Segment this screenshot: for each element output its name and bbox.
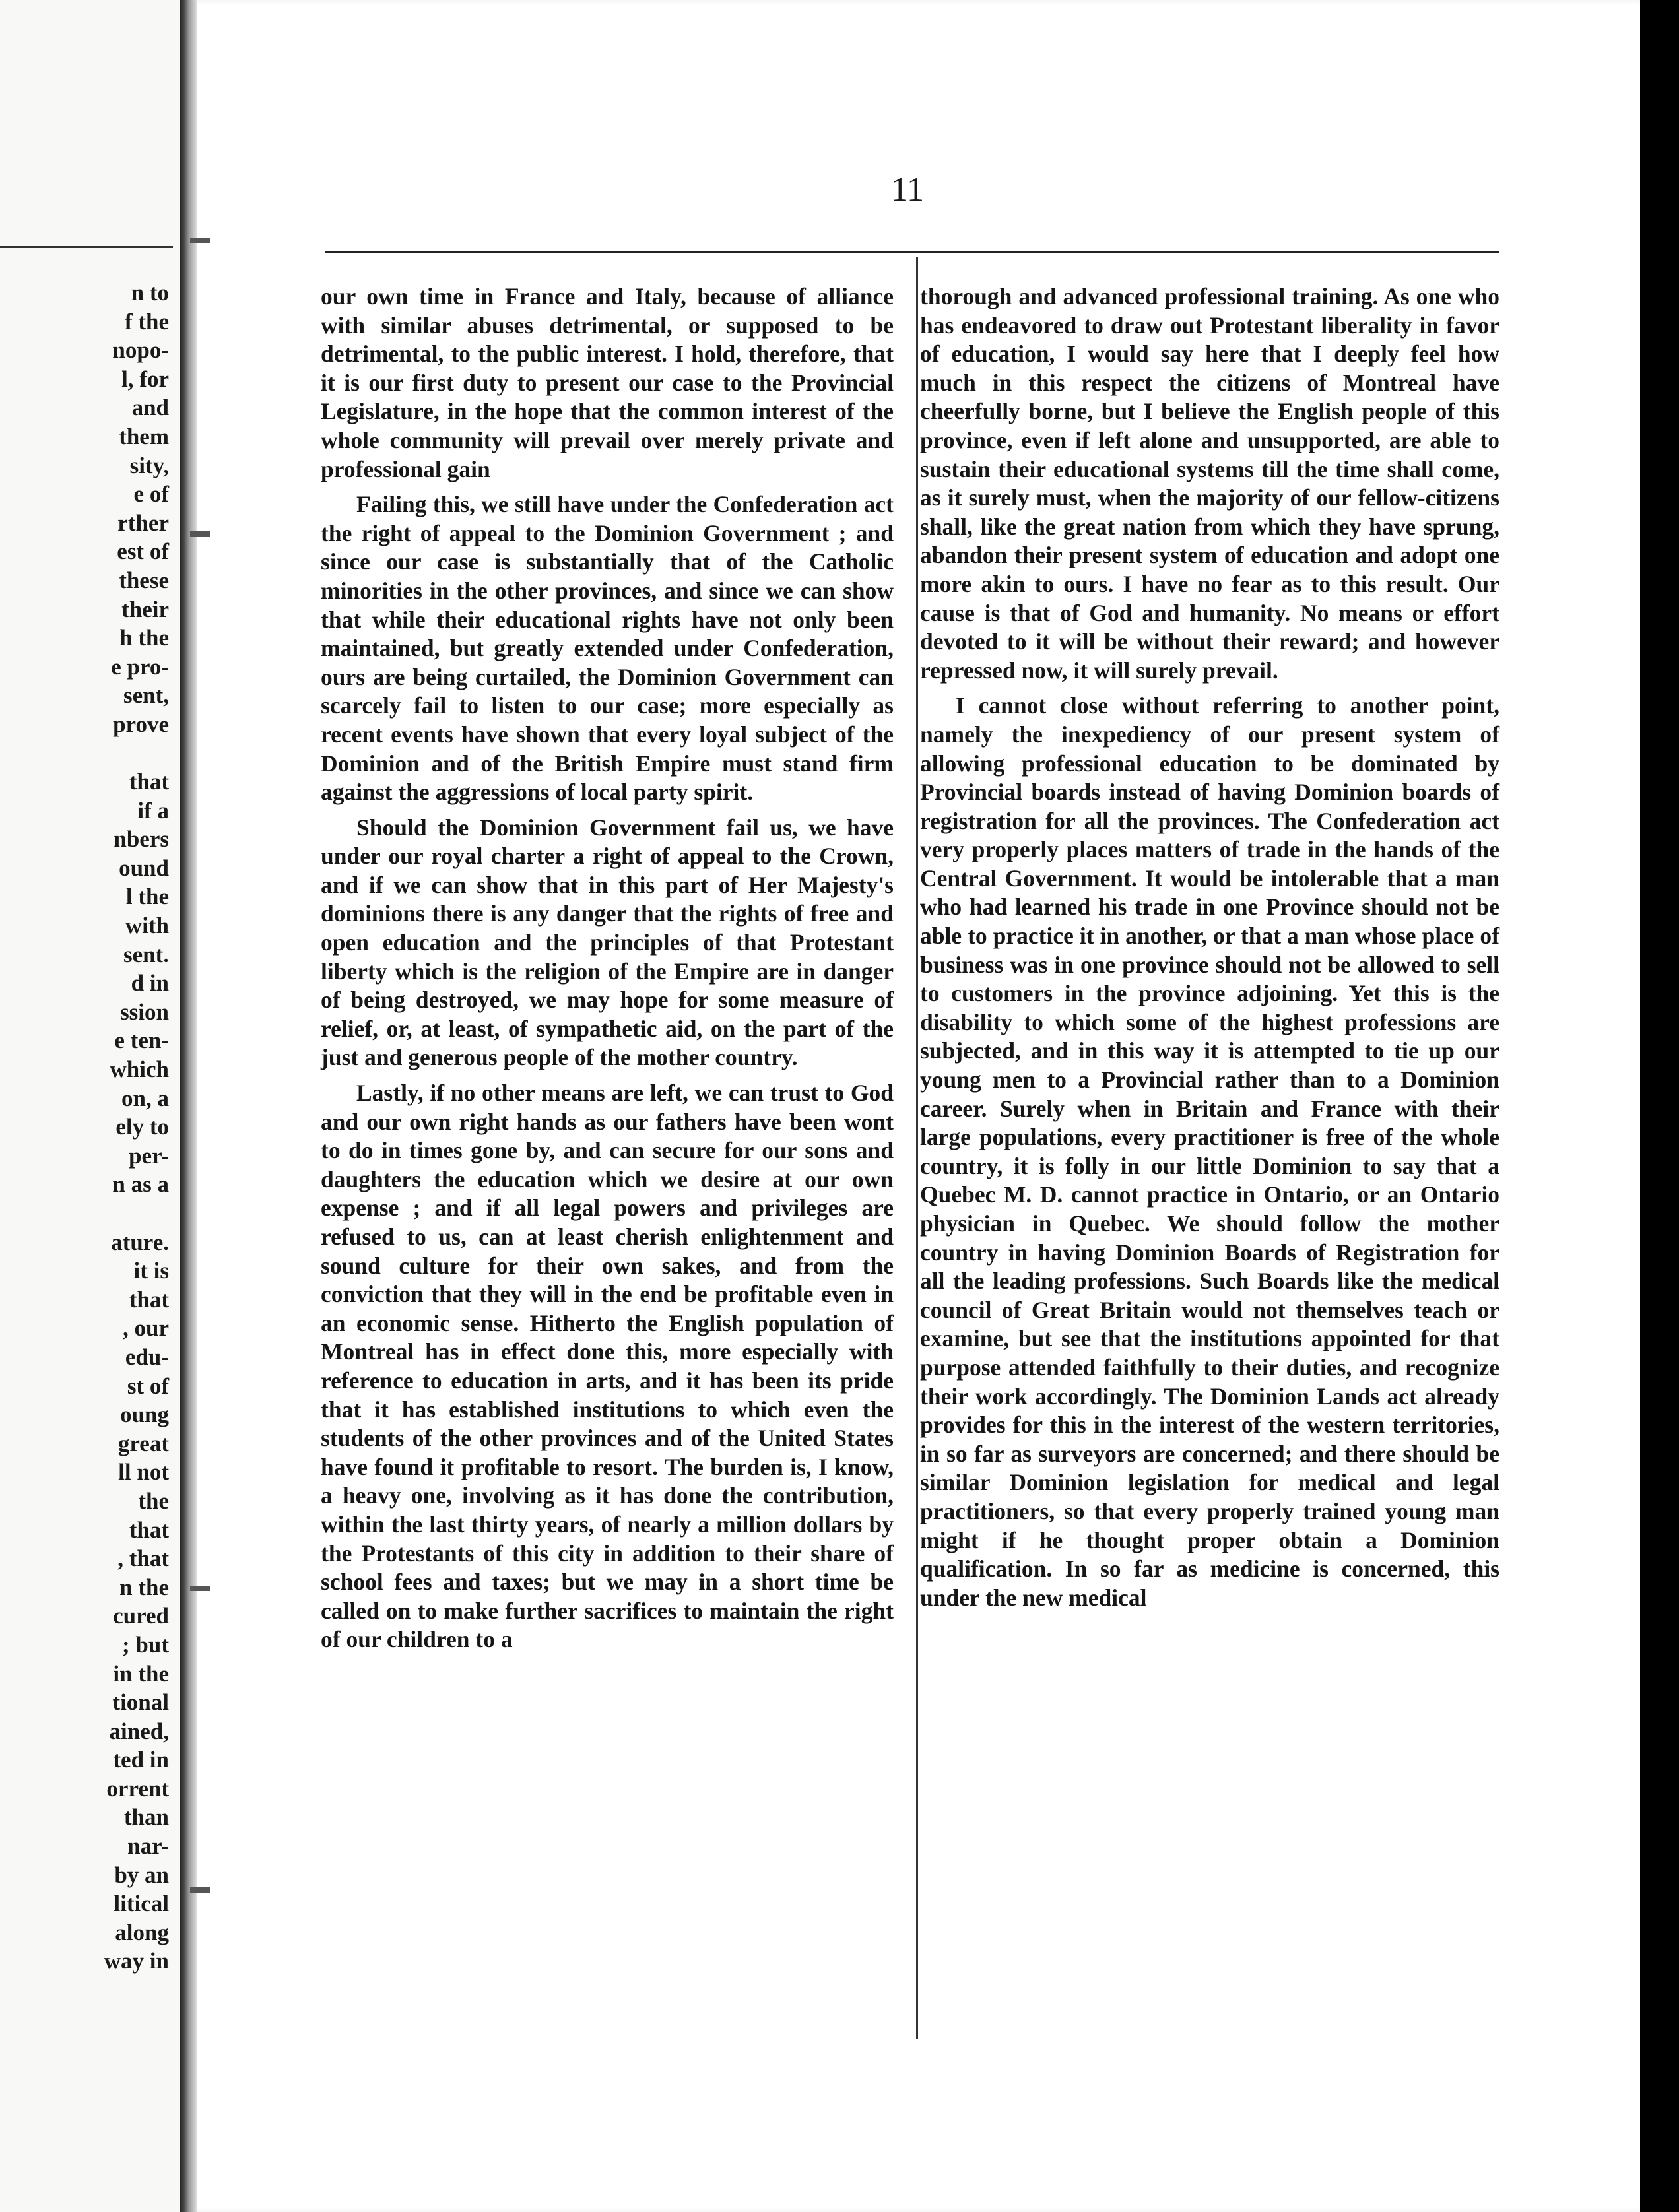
facing-page-line: with bbox=[125, 913, 169, 939]
facing-page-line: great bbox=[117, 1430, 169, 1456]
facing-page-line: n as a bbox=[112, 1171, 169, 1198]
facing-page-line: way in bbox=[104, 1948, 169, 1974]
facing-page-edge bbox=[0, 0, 180, 2212]
facing-page-line: along bbox=[115, 1919, 169, 1945]
facing-page-line: , that bbox=[117, 1545, 169, 1572]
header-rule bbox=[325, 251, 1499, 253]
facing-page-line: them bbox=[119, 423, 169, 449]
facing-page-line: e of bbox=[133, 481, 169, 507]
facing-page-line: e ten- bbox=[114, 1027, 169, 1054]
facing-page-line: by an bbox=[114, 1862, 169, 1888]
facing-page-line: sent. bbox=[123, 941, 169, 967]
facing-page-line: ature. bbox=[111, 1229, 169, 1255]
facing-page-line: ained, bbox=[109, 1718, 169, 1744]
facing-page-line: n the bbox=[119, 1574, 169, 1600]
facing-page-line: that bbox=[129, 1516, 169, 1543]
binding-mark bbox=[190, 238, 210, 243]
facing-page-line: h the bbox=[119, 625, 169, 651]
facing-page-line: litical bbox=[114, 1891, 169, 1917]
facing-page-line: nopo- bbox=[112, 337, 169, 364]
column-divider bbox=[916, 257, 918, 2039]
paragraph: Should the Dominion Government fail us, we have under our royal charter a right of appeal to the Crown, and if we can show that in this part of Her Majesty's dominions there is any danger that the rights of free and open education and the principles of that Protestant liberty which is the religion of the Empire are in danger of being destroyed, we may hope for some measure of relief, or, at least, of sympathetic aid, on the part of the just and generous people of the mother country. bbox=[321, 814, 894, 1071]
facing-page-line: it is bbox=[133, 1258, 169, 1284]
paragraph: Failing this, we still have under the Confederation act the right of appeal to the Dominion Government ; and since our case is substantially that of the Catholic minorities in the other provinces, and since we can show that while their educational rights have not only been maintained, but greatly extended under Confederation, ours are being curtailed, the Dominion Government can scarcely fail to listen to our case; more especially as recent events have shown that every loyal subject of the Dominion and of the British Empire must stand firm against the aggressions of local party spirit. bbox=[321, 491, 894, 806]
facing-page-line: that bbox=[129, 1286, 169, 1313]
facing-page-line: d in bbox=[131, 970, 169, 996]
facing-page-line bbox=[0, 739, 169, 768]
facing-page-line: in the bbox=[113, 1660, 169, 1687]
facing-page-line: f the bbox=[124, 308, 169, 335]
facing-page-line bbox=[0, 1199, 169, 1228]
scan-border bbox=[1640, 0, 1679, 2212]
facing-page-line: on, a bbox=[121, 1085, 169, 1111]
facing-page-line: their bbox=[121, 596, 169, 622]
facing-page-line: nbers bbox=[114, 826, 169, 853]
facing-page-line: rther bbox=[117, 509, 169, 536]
facing-page-line: , our bbox=[123, 1315, 169, 1342]
facing-page-line: sent, bbox=[123, 682, 169, 709]
facing-page-line: ound bbox=[119, 855, 169, 881]
binding-mark bbox=[190, 1586, 210, 1591]
facing-page-line: ssion bbox=[120, 998, 169, 1025]
page-number: 11 bbox=[890, 171, 925, 209]
paragraph: I cannot close without referring to another point, namely the inexpediency of our present system of allowing professional education to be dominated by Provincial boards instead of having Dominion boards of registration for all the provinces. The Confederation act very properly places matters of trade in the hands of the Central Government. It would be intolerable that a man who had learned his trade in one Province should not be able to practice it in another, or that a man whose place of business was in one province should not be allowed to sell to customers in the province adjoining. Yet this is the disability to which some of the highest professions are subjected, and in this way it is attempted to tie up our young men to a Provincial rather than to a Dominion career. Surely when in Britain and France with their large populations, every practitioner is free of the whole country, it is folly in our little Dominion to say that a Quebec M. D. cannot practice in Ontario, or an Ontario physician in Quebec. We should follow the mother country in having Dominion Boards of Registration for all the leading professions. Such Boards like the medical council of Great Britain would not themselves teach or examine, but see that the institutions appointed for that purpose attended faithfully to their duties, and recognize their work accordingly. The Dominion Lands act already provides for this in the interest of the western territories, in so far as surveyors are concerned; and there should be similar Dominion legislation for medical and legal practitioners, so that every properly trained young man might if he thought proper obtain a Dominion qualification. In so far as medicine is concerned, this under the new medical bbox=[920, 692, 1499, 1611]
book-gutter bbox=[180, 0, 197, 2212]
facing-page-line: if a bbox=[137, 797, 169, 824]
paragraph: our own time in France and Italy, because of alliance with similar abuses detrimental, or supposed to be detrimental, to the public interest. I hold, therefore, that it is our first duty to present our case to the Provincial Legislature, in the hope that the common interest of the whole community will prevail over merely private and professional gain bbox=[321, 283, 894, 482]
facing-page-line: est of bbox=[117, 538, 169, 565]
facing-page-line: prove bbox=[113, 711, 169, 737]
facing-page-line: ; but bbox=[122, 1631, 169, 1658]
facing-page-line: nar- bbox=[127, 1833, 169, 1860]
facing-page-line: oung bbox=[120, 1402, 169, 1428]
facing-page-line: l, for bbox=[121, 366, 169, 392]
facing-page-line: these bbox=[119, 567, 169, 593]
facing-page-text bbox=[0, 278, 169, 1976]
facing-page-line: tional bbox=[112, 1689, 169, 1716]
facing-page-line: than bbox=[123, 1804, 169, 1831]
facing-page-line: orrent bbox=[106, 1775, 169, 1802]
facing-page-line: sity, bbox=[129, 452, 169, 478]
text-column-left bbox=[321, 282, 894, 1661]
facing-page-line: e pro- bbox=[111, 653, 169, 680]
facing-page-line: n to bbox=[131, 280, 169, 306]
facing-page-line: cured bbox=[113, 1603, 169, 1629]
binding-mark bbox=[190, 531, 210, 537]
text-column-right bbox=[920, 282, 1499, 1619]
binding-mark bbox=[190, 1887, 210, 1893]
facing-page-line: which bbox=[110, 1057, 169, 1083]
facing-page-line: ted in bbox=[113, 1747, 169, 1773]
facing-page-line: l the bbox=[125, 884, 169, 910]
facing-page-line: per- bbox=[129, 1142, 169, 1169]
facing-page-line: ely to bbox=[115, 1114, 169, 1140]
facing-page-line: edu- bbox=[125, 1344, 169, 1370]
facing-page-line: the bbox=[138, 1487, 169, 1514]
facing-page-rule bbox=[0, 246, 173, 248]
facing-page-line: and bbox=[131, 395, 169, 421]
paragraph: thorough and advanced professional training. As one who has endeavored to draw out Protestant liberality in favor of education, I would say here that I deeply feel how much in this respect the citizens of Montreal have cheerfully borne, but I believe the English people of this province, even if left alone and unsupported, are able to sustain their educational systems till the time shall come, as it surely must, when the majority of our fellow-citizens shall, like the great nation from which they have sprung, abandon their present system of education and adopt one more akin to ours. I have no fear as to this result. Our cause is that of God and humanity. No means or effort devoted to it will be without their reward; and however repressed now, it will surely prevail. bbox=[920, 283, 1499, 684]
paragraph: Lastly, if no other means are left, we can trust to God and our own right hands as our fathers have been wont to do in times gone by, and can secure for our sons and daughters the education which we desire at our own expense ; and if all legal powers and privileges are refused to us, can at least cherish enlightenment and sound culture for their own sakes, and from the conviction that they will in the end be profitable even in an economic sense. Hitherto the English population of Montreal has in effect done this, more especially with reference to education in arts, and it has been its pride that it has established institutions to which even the students of the other provinces and of the United States have found it profitable to resort. The burden is, I know, a heavy one, involving as it has done the contribution, within the last thirty years, of nearly a million dollars by the Protestants of this city in addition to their share of school fees and taxes; but we may in a short time be called on to make further sacrifices to maintain the right of our children to a bbox=[321, 1080, 894, 1653]
facing-page-line: st of bbox=[127, 1373, 169, 1399]
facing-page-line: ll not bbox=[118, 1459, 169, 1485]
facing-page-line: that bbox=[129, 769, 169, 795]
